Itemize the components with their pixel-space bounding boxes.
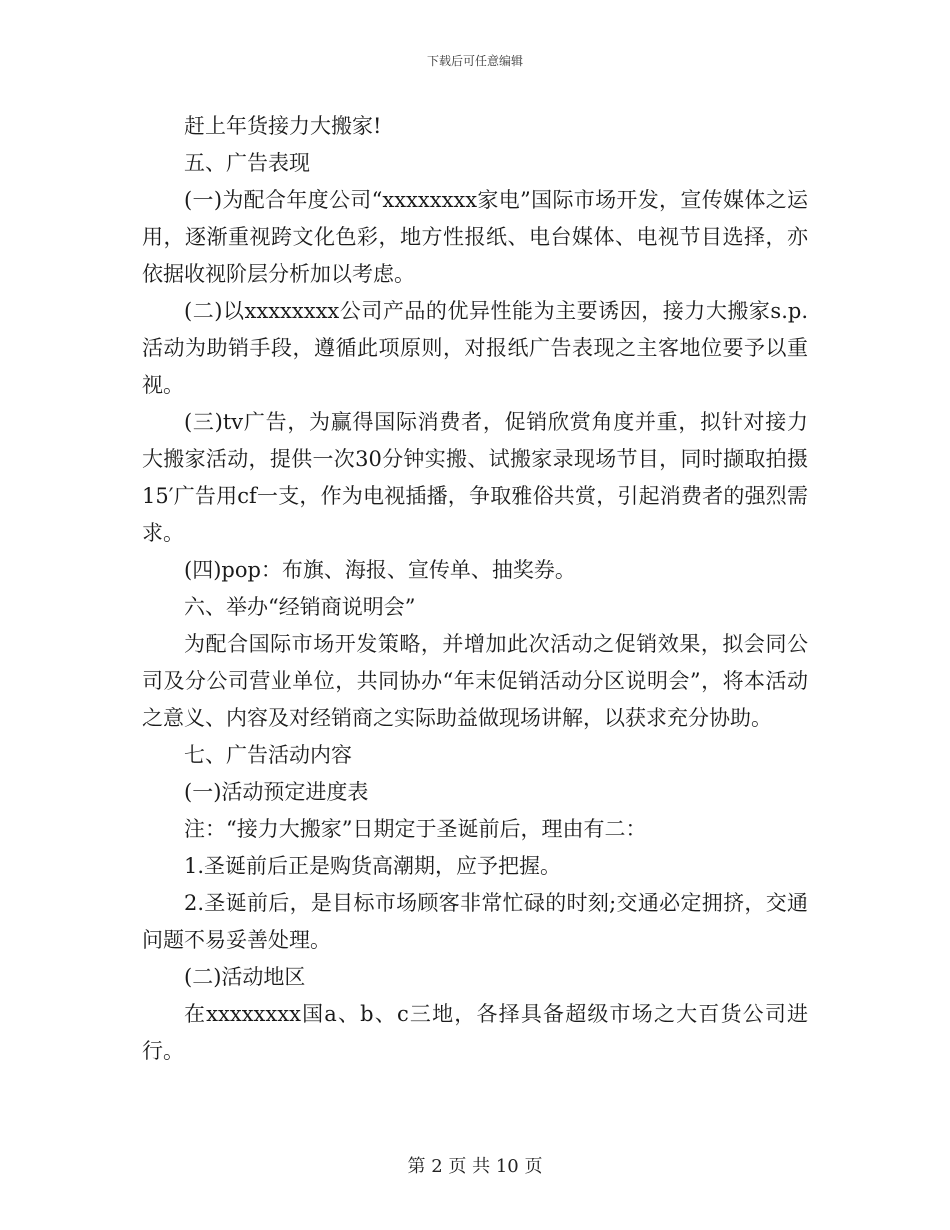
paragraph: 在xxxxxxxx国a、b、c三地，各择具备超级市场之大百货公司进行。 [142, 1002, 808, 1063]
list-item: 1.圣诞前后正是购货高潮期，应予把握。 [184, 854, 562, 878]
page-footer: 第 2 页 共 10 页 [407, 1156, 543, 1177]
paragraph: 注：“接力大搬家”日期定于圣诞前后，理由有二： [184, 817, 647, 841]
document-body [142, 108, 808, 1070]
paragraph: 为配合国际市场开发策略，并增加此次活动之促销效果，拟会同公司及分公司营业单位，共同协办“年末促销活动分区说明会”，将本活动之意义、内容及对经销商之实际助益做现场讲解，以获求充分协助。 [142, 632, 808, 730]
paragraph: (三)tv广告，为赢得国际消费者，促销欣赏角度并重，拟针对接力大搬家活动，提供一次30分钟实搬、试搬家录现场节目，同时撷取拍摄15′广告用cf一支，作为电视插播，争取雅俗共赏，引起消费者的强烈需求。 [142, 410, 808, 545]
paragraph: (二)以xxxxxxxx公司产品的优异性能为主要诱因，接力大搬家s.p.活动为助销手段，遵循此项原则，对报纸广告表现之主客地位要予以重视。 [142, 299, 808, 397]
section-heading: 七、广告活动内容 [184, 743, 352, 767]
subsection-heading: (二)活动地区 [184, 965, 306, 989]
section-heading: 六、举办“经销商说明会” [184, 595, 416, 619]
page-header: 下载后可任意编辑 [426, 54, 523, 68]
paragraph: (一)为配合年度公司“xxxxxxxx家电”国际市场开发，宣传媒体之运用，逐渐重视跨文化色彩，地方性报纸、电台媒体、电视节目选择，亦依据收视阶层分析加以考虑。 [142, 188, 808, 286]
subsection-heading: (一)活动预定进度表 [184, 780, 369, 804]
section-heading: 五、广告表现 [184, 151, 310, 175]
paragraph: (四)pop：布旗、海报、宣传单、抽奖券。 [184, 558, 576, 582]
paragraph: 赶上年货接力大搬家! [184, 114, 382, 138]
list-item: 2.圣诞前后，是目标市场顾客非常忙碌的时刻;交通必定拥挤，交通问题不易妥善处理。 [142, 891, 808, 952]
